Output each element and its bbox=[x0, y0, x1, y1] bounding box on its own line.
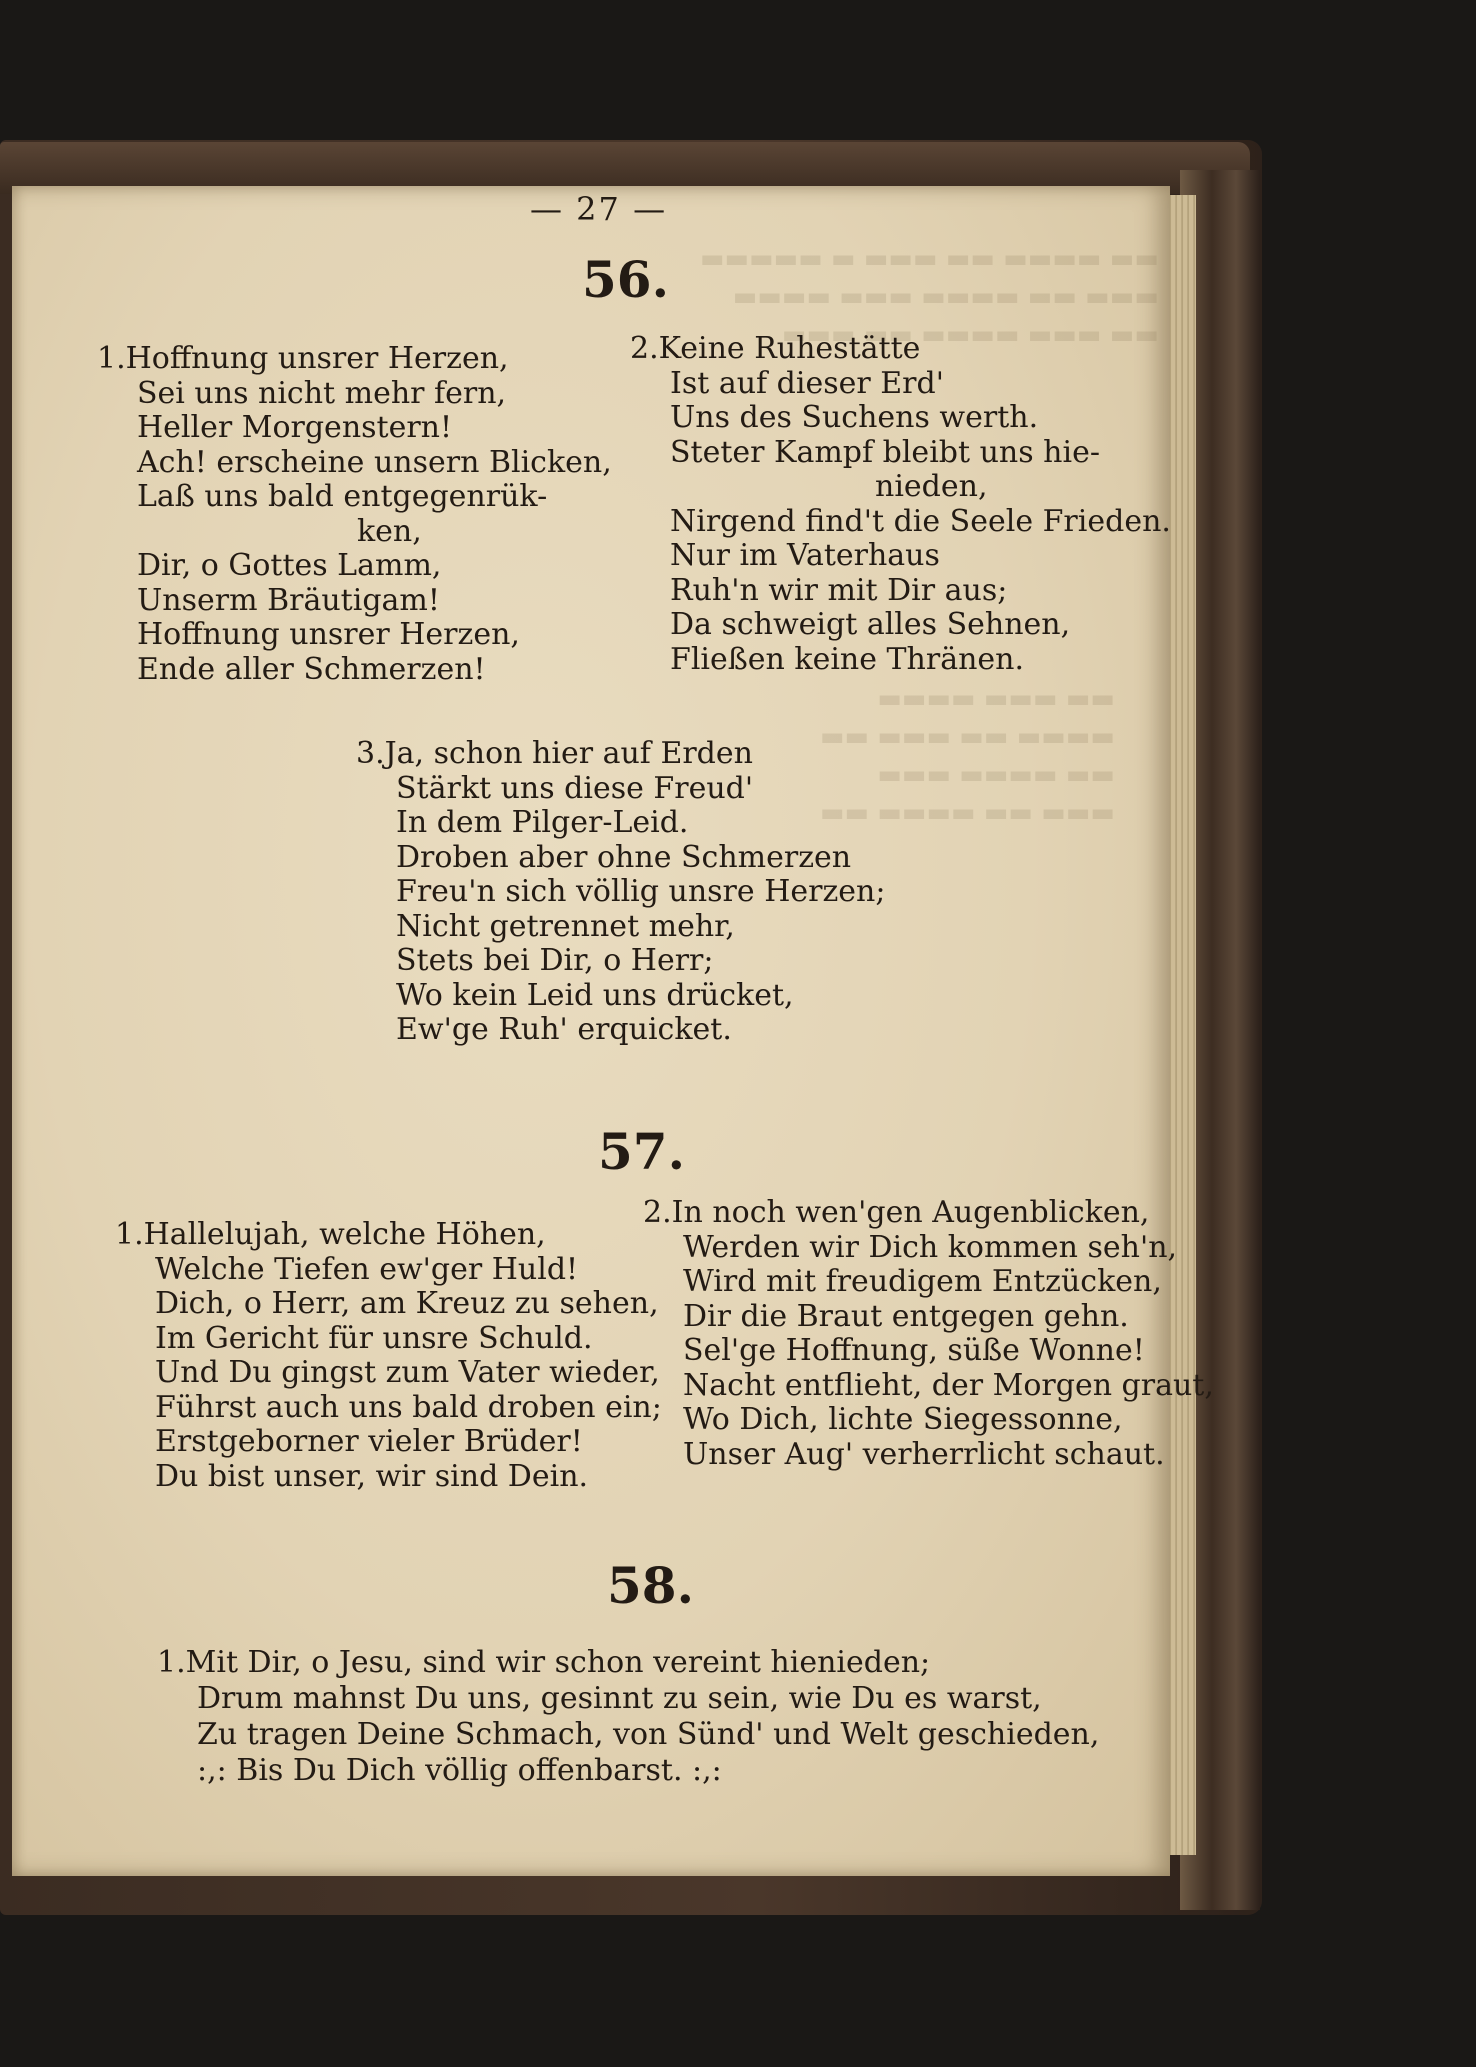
verse-line: Stärkt uns diese Freud' bbox=[396, 770, 754, 806]
verse-line: 1.Hallelujah, welche Höhen, bbox=[115, 1217, 546, 1252]
verse-line: Droben aber ohne Schmerzen bbox=[396, 839, 852, 875]
hymn-number: 57. bbox=[598, 1122, 685, 1181]
verse-line: Dir, o Gottes Lamm, bbox=[137, 548, 442, 583]
verse-line: Führst auch uns bald droben ein; bbox=[155, 1389, 662, 1425]
verse-line: Du bist unser, wir sind Dein. bbox=[155, 1458, 589, 1494]
verse-line: 2.In noch wen'gen Augenblicken, bbox=[643, 1195, 1150, 1230]
verse-line: Laß uns bald entgegenrük- bbox=[137, 479, 548, 514]
verse-line: 1.Mit Dir, o Jesu, sind wir schon vereint hienieden; bbox=[157, 1645, 931, 1680]
hymn-56-verse-2 bbox=[630, 332, 1171, 677]
verse-line: 2.Keine Ruhestätte bbox=[630, 331, 921, 366]
verse-line: Nicht getrennet mehr, bbox=[396, 908, 735, 944]
verse-line: Stets bei Dir, o Herr; bbox=[396, 943, 714, 978]
verse-line: Da schweigt alles Sehnen, bbox=[670, 607, 1071, 642]
verse-line: Fließen keine Thränen. bbox=[670, 641, 1025, 677]
verse-line: Ist auf dieser Erd' bbox=[670, 365, 944, 401]
verse-label: 2. bbox=[643, 1195, 672, 1230]
verse-line: Ew'ge Ruh' erquicket. bbox=[396, 1012, 732, 1047]
verse-line: Unserm Bräutigam! bbox=[137, 582, 440, 618]
verse-line: In dem Pilger-Leid. bbox=[396, 805, 689, 840]
hymn-number: 58. bbox=[607, 1556, 694, 1615]
verse-line: Uns des Suchens werth. bbox=[670, 400, 1039, 435]
verse-line: Nacht entflieht, der Morgen graut, bbox=[683, 1367, 1214, 1403]
verse-line: Unser Aug' verherrlicht schaut. bbox=[683, 1436, 1165, 1472]
verse-line: Dich, o Herr, am Kreuz zu sehen, bbox=[155, 1286, 659, 1321]
verse-line: nieden, bbox=[875, 469, 988, 504]
verse-line: 1.Hoffnung unsrer Herzen, bbox=[97, 341, 509, 376]
verse-line: Erstgeborner vieler Brüder! bbox=[155, 1424, 583, 1459]
hymn-57-verse-2 bbox=[643, 1196, 1214, 1472]
verse-line: Dir die Braut entgegen gehn. bbox=[683, 1298, 1129, 1334]
hymn-56-verse-3 bbox=[356, 737, 885, 1048]
verse-line: Ende aller Schmerzen! bbox=[137, 651, 486, 687]
verse-label: 1. bbox=[157, 1645, 186, 1680]
verse-line: Drum mahnst Du uns, gesinnt zu sein, wie Du es warst, bbox=[197, 1681, 1042, 1716]
hymn-56-verse-1 bbox=[97, 342, 612, 687]
page-number: — 27 — bbox=[530, 190, 668, 228]
verse-line: Wo Dich, lichte Siegessonne, bbox=[683, 1402, 1123, 1437]
verse-line: :,: Bis Du Dich völlig offenbarst. :,: bbox=[197, 1753, 722, 1788]
verse-label: 1. bbox=[115, 1217, 144, 1252]
hymn-57-verse-1 bbox=[115, 1218, 662, 1494]
verse-label: 2. bbox=[630, 331, 659, 366]
verse-line: Ach! erscheine unsern Blicken, bbox=[137, 444, 612, 480]
verse-line: Nur im Vaterhaus bbox=[670, 538, 940, 573]
verse-line: Freu'n sich völlig unsre Herzen; bbox=[396, 874, 886, 909]
hymn-number: 56. bbox=[582, 250, 669, 309]
verse-line: Wird mit freudigem Entzücken, bbox=[683, 1264, 1162, 1299]
verse-line: Steter Kampf bleibt uns hie- bbox=[670, 434, 1100, 470]
verse-line: Hoffnung unsrer Herzen, bbox=[137, 617, 520, 652]
verse-line: Welche Tiefen ew'ger Huld! bbox=[155, 1251, 579, 1287]
verse-line: Sel'ge Hoffnung, süße Wonne! bbox=[683, 1333, 1145, 1368]
verse-line: 3.Ja, schon hier auf Erden bbox=[356, 736, 753, 771]
bleed-through-texture: ▬▬ ▬▬▬ ▬▬▬▬ ▬▬▬▬ ▬▬ ▬▬▬ ▬▬ ▬▬ ▬▬▬▬ ▬▬▬ ▬▬▬ ▬▬ ▬▬▬▬ ▬▬ bbox=[820, 684, 1116, 828]
verse-line: Und Du gingst zum Vater wieder, bbox=[155, 1355, 660, 1390]
verse-line: Heller Morgenstern! bbox=[137, 410, 453, 445]
verse-line: Nirgend find't die Seele Frieden. bbox=[670, 503, 1171, 539]
verse-label: 3. bbox=[356, 736, 385, 771]
verse-label: 1. bbox=[97, 341, 126, 376]
bleed-through-texture: ▬▬ ▬▬▬▬ ▬▬ ▬▬▬ ▬ ▬▬▬▬▬ ▬▬▬ ▬▬ ▬▬▬▬ ▬▬▬ ▬▬▬▬ ▬▬ ▬▬▬ ▬▬▬▬ ▬▬ ▬▬▬ bbox=[700, 244, 1159, 350]
verse-line: ken, bbox=[357, 513, 422, 549]
verse-line: Werden wir Dich kommen seh'n, bbox=[683, 1229, 1178, 1265]
verse-line: Sei uns nicht mehr fern, bbox=[137, 375, 507, 411]
verse-line: Ruh'n wir mit Dir aus; bbox=[670, 572, 1008, 608]
verse-line: Zu tragen Deine Schmach, von Sünd' und Welt geschieden, bbox=[197, 1717, 1100, 1752]
hymn-58-verse-1 bbox=[157, 1645, 1099, 1789]
verse-line: Im Gericht für unsre Schuld. bbox=[155, 1320, 593, 1356]
verse-line: Wo kein Leid uns drücket, bbox=[396, 977, 794, 1013]
